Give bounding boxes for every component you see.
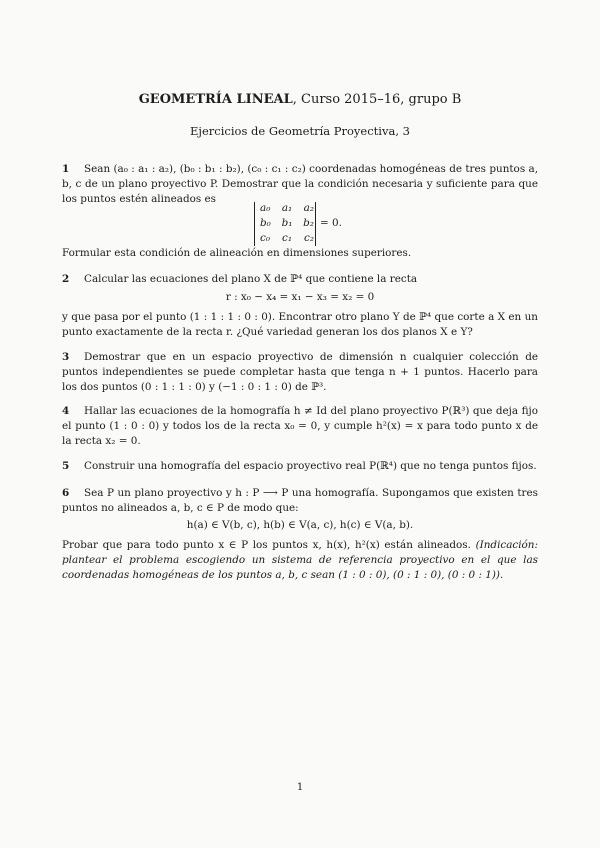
matrix-cell: b₀	[260, 217, 271, 229]
course-name: GEOMETRÍA LINEAL	[138, 92, 293, 107]
exercise-text: Sea P un plano proyectivo y h : P ⟶ P una homografía. Supongamos que existen tres puntos no alineados a, b, c ∈ P de modo que:	[62, 487, 538, 514]
exercise-text: Calcular las ecuaciones del plano X de ℙ⁴ que contiene la recta	[84, 273, 418, 285]
exercise-2-followup: y que pasa por el punto (1 : 1 : 1 : 0 : 0). Encontrar otro plano Y de ℙ⁴ que corte a X en un punto exactamente de la recta r. ¿Qué variedad generan los dos planos X e Y?	[62, 311, 538, 338]
exercise-hint: (Indicación: plantear el problema escogiendo un sistema de referencia proyectivo en el que las coordenadas homogéneas de los puntos a, b, c sean (1 : 0 : 0), (0 : 1 : 0), (0 : 0 : 1)).	[62, 539, 538, 581]
determinant-rhs: = 0.	[320, 217, 342, 229]
page-title	[0, 92, 600, 107]
exercise-number: 6	[62, 487, 70, 499]
matrix-cell: a₂	[303, 202, 314, 214]
matrix-cell: c₁	[282, 232, 292, 244]
course-info: , Curso 2015–16, grupo B	[292, 92, 462, 107]
exercise-number: 3	[62, 351, 70, 363]
matrix-cell: c₀	[260, 232, 270, 244]
exercise-6	[62, 486, 538, 516]
matrix-cell: c₂	[304, 232, 314, 244]
homography-conditions: h(a) ∈ V(b, c), h(b) ∈ V(a, c), h(c) ∈ V(a, b).	[186, 519, 414, 531]
exercise-claim: Probar que para todo punto x ∈ P los puntos x, h(x), h²(x) están alineados.	[62, 539, 471, 551]
exercise-5	[62, 459, 538, 474]
matrix-row	[260, 217, 314, 229]
matrix-row	[260, 232, 314, 244]
exercise-6-followup	[62, 538, 538, 583]
exercise-text: Demostrar que en un espacio proyectivo de dimensión n cualquier colección de puntos independientes se puede completar hasta que tenga n + 1 puntos. Hacerlo para los dos puntos (0 : 1 : 1 : 0) y (−1 : 0 : 1 : 0) de ℙ³.	[62, 351, 538, 393]
line-equation: r : x₀ − x₄ = x₁ − x₃ = x₂ = 0	[225, 291, 375, 303]
page-subtitle: Ejercicios de Geometría Proyectiva, 3	[190, 124, 410, 138]
exercise-1-followup: Formular esta condición de alineación en dimensiones superiores.	[62, 247, 412, 259]
exercise-3	[62, 350, 538, 395]
matrix-cell: b₂	[303, 217, 314, 229]
exercise-number: 2	[62, 273, 70, 285]
exercise-2	[62, 272, 538, 287]
exercise-1	[62, 162, 538, 207]
matrix-row	[260, 202, 314, 214]
matrix-cell: a₁	[281, 202, 293, 214]
exercise-number: 1	[62, 163, 70, 175]
exercise-text: Hallar las ecuaciones de la homografía h ≠ Id del plano proyectivo P(ℝ³) que deja fijo el punto (1 : 0 : 0) y todos los de la recta x₀ = 0, y cumple h²(x) = x para todo punto x de la recta x₂ = 0.	[62, 405, 538, 447]
exercise-4	[62, 404, 538, 449]
page-number: 1	[296, 782, 304, 793]
exercise-number: 4	[62, 405, 70, 417]
exercise-number: 5	[62, 460, 70, 472]
exercise-text: Construir una homografía del espacio proyectivo real P(ℝ⁴) que no tenga puntos fijos.	[84, 460, 537, 472]
exercise-text: Sean (a₀ : a₁ : a₂), (b₀ : b₁ : b₂), (c₀ : c₁ : c₂) coordenadas homogéneas de tres puntos a, b, c de un plano proyectivo P. Demostrar que la condición necesaria y suficiente para que los puntos estén alineados es	[62, 163, 538, 205]
matrix-cell: b₁	[281, 217, 293, 229]
matrix-cell: a₀	[260, 202, 271, 214]
